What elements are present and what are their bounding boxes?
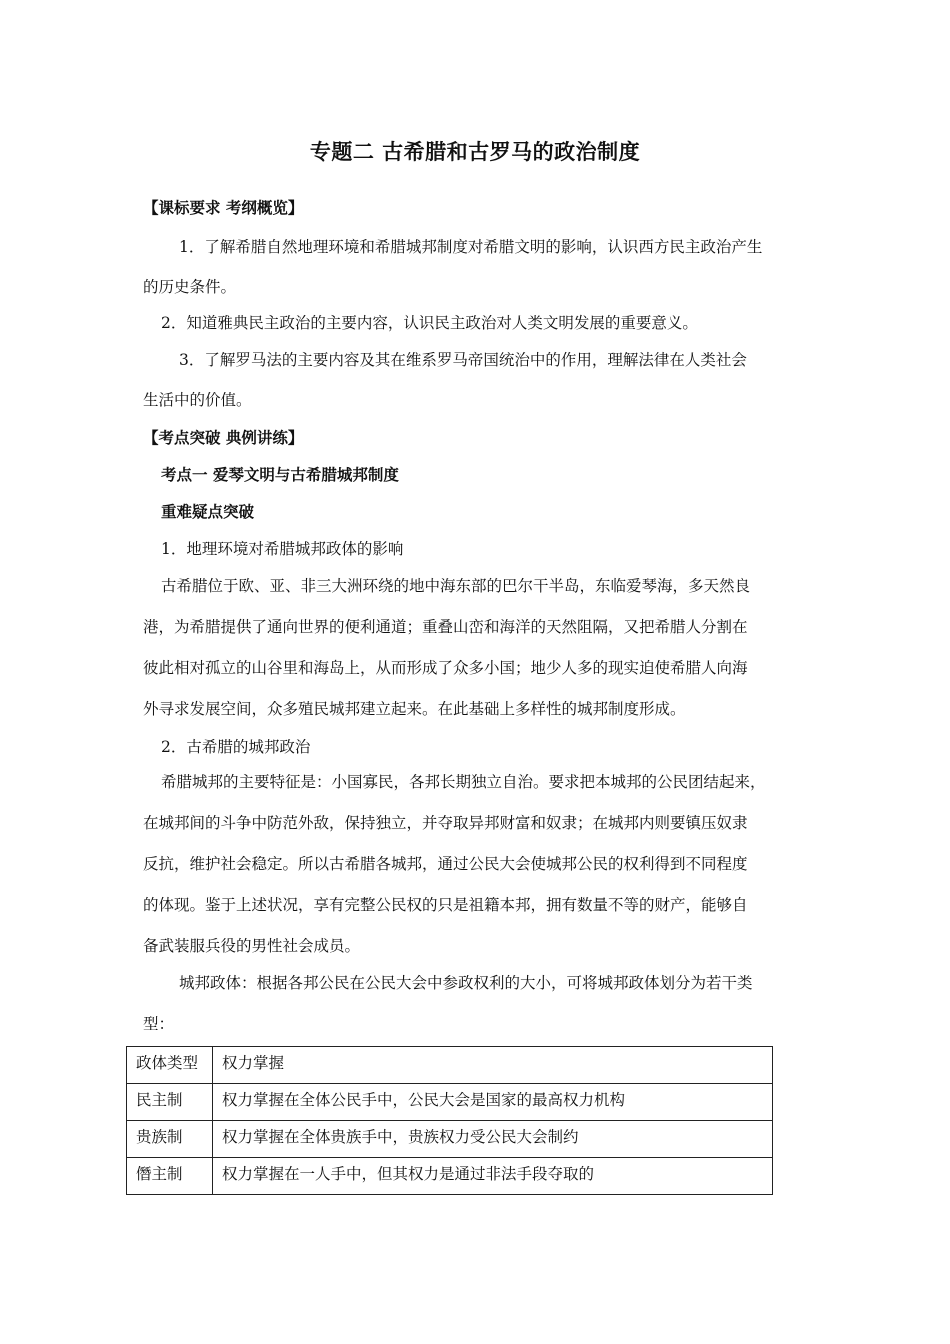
point-1-line: 古希腊位于欧、亚、非三大洲环绕的地中海东部的巴尔干半岛，东临爱琴海，多天然良 [161,577,751,595]
point-1-line: 港，为希腊提供了通向世界的便利通道；重叠山峦和海洋的天然阻隔，又把希腊人分割在 [143,618,748,636]
requirement-1-line-1: 1．了解希腊自然地理环境和希腊城邦制度对希腊文明的影响，认识西方民主政治产生 [179,238,763,256]
point-1-heading: 1．地理环境对希腊城邦政体的影响 [161,540,404,558]
table-header-cell: 权力掌握 [213,1047,773,1084]
point-2-line: 反抗，维护社会稳定。所以古希腊各城邦，通过公民大会使城邦公民的权利得到不同程度 [143,855,748,873]
table-cell: 僭主制 [127,1158,213,1195]
point-2-line: 的体现。鉴于上述状况，享有完整公民权的只是祖籍本邦，拥有数量不等的财产，能够自 [143,896,748,914]
table-header-cell: 政体类型 [127,1047,213,1084]
point-2-line: 希腊城邦的主要特征是：小国寡民，各邦长期独立自治。要求把本城邦的公民团结起来， [161,773,766,791]
table-row [127,1121,773,1158]
table-cell: 贵族制 [127,1121,213,1158]
polity-intro-line-1: 城邦政体：根据各邦公民在公民大会中参政权利的大小，可将城邦政体划分为若干类 [179,974,753,992]
polity-table [126,1046,773,1195]
polity-intro-line-2: 型： [143,1015,175,1033]
requirement-3-line-2: 生活中的价值。 [143,391,252,409]
point-2-line: 备武装服兵役的男性社会成员。 [143,937,361,955]
table-header-row [127,1047,773,1084]
point-2-line: 在城邦间的斗争中防范外敌，保持独立，并夺取异邦财富和奴隶；在城邦内则要镇压奴隶 [143,814,748,832]
table-cell: 民主制 [127,1084,213,1121]
kaodian-heading: 考点一 爱琴文明与古希腊城邦制度 [161,465,399,484]
requirement-2: 2．知道雅典民主政治的主要内容，认识民主政治对人类文明发展的重要意义。 [161,314,698,332]
requirement-3-line-1: 3．了解罗马法的主要内容及其在维系罗马帝国统治中的作用，理解法律在人类社会 [179,351,747,369]
table-cell: 权力掌握在全体贵族手中，贵族权力受公民大会制约 [213,1121,773,1158]
table-cell: 权力掌握在一人手中，但其权力是通过非法手段夺取的 [213,1158,773,1195]
point-1-line: 彼此相对孤立的山谷里和海岛上，从而形成了众多小国；地少人多的现实迫使希腊人向海 [143,659,748,677]
table-row [127,1084,773,1121]
table-row [127,1158,773,1195]
point-1-line: 外寻求发展空间，众多殖民城邦建立起来。在此基础上多样性的城邦制度形成。 [143,700,686,718]
section-heading-breakthrough: 【考点突破 典例讲练】 [143,428,304,447]
point-2-heading: 2．古希腊的城邦政治 [161,738,311,756]
requirement-1-line-2: 的历史条件。 [143,278,237,296]
table-cell: 权力掌握在全体公民手中，公民大会是国家的最高权力机构 [213,1084,773,1121]
page-title: 专题二 古希腊和古罗马的政治制度 [309,139,641,164]
section-heading-requirements: 【课标要求 考纲概览】 [143,198,304,217]
difficulty-heading: 重难疑点突破 [161,502,255,521]
